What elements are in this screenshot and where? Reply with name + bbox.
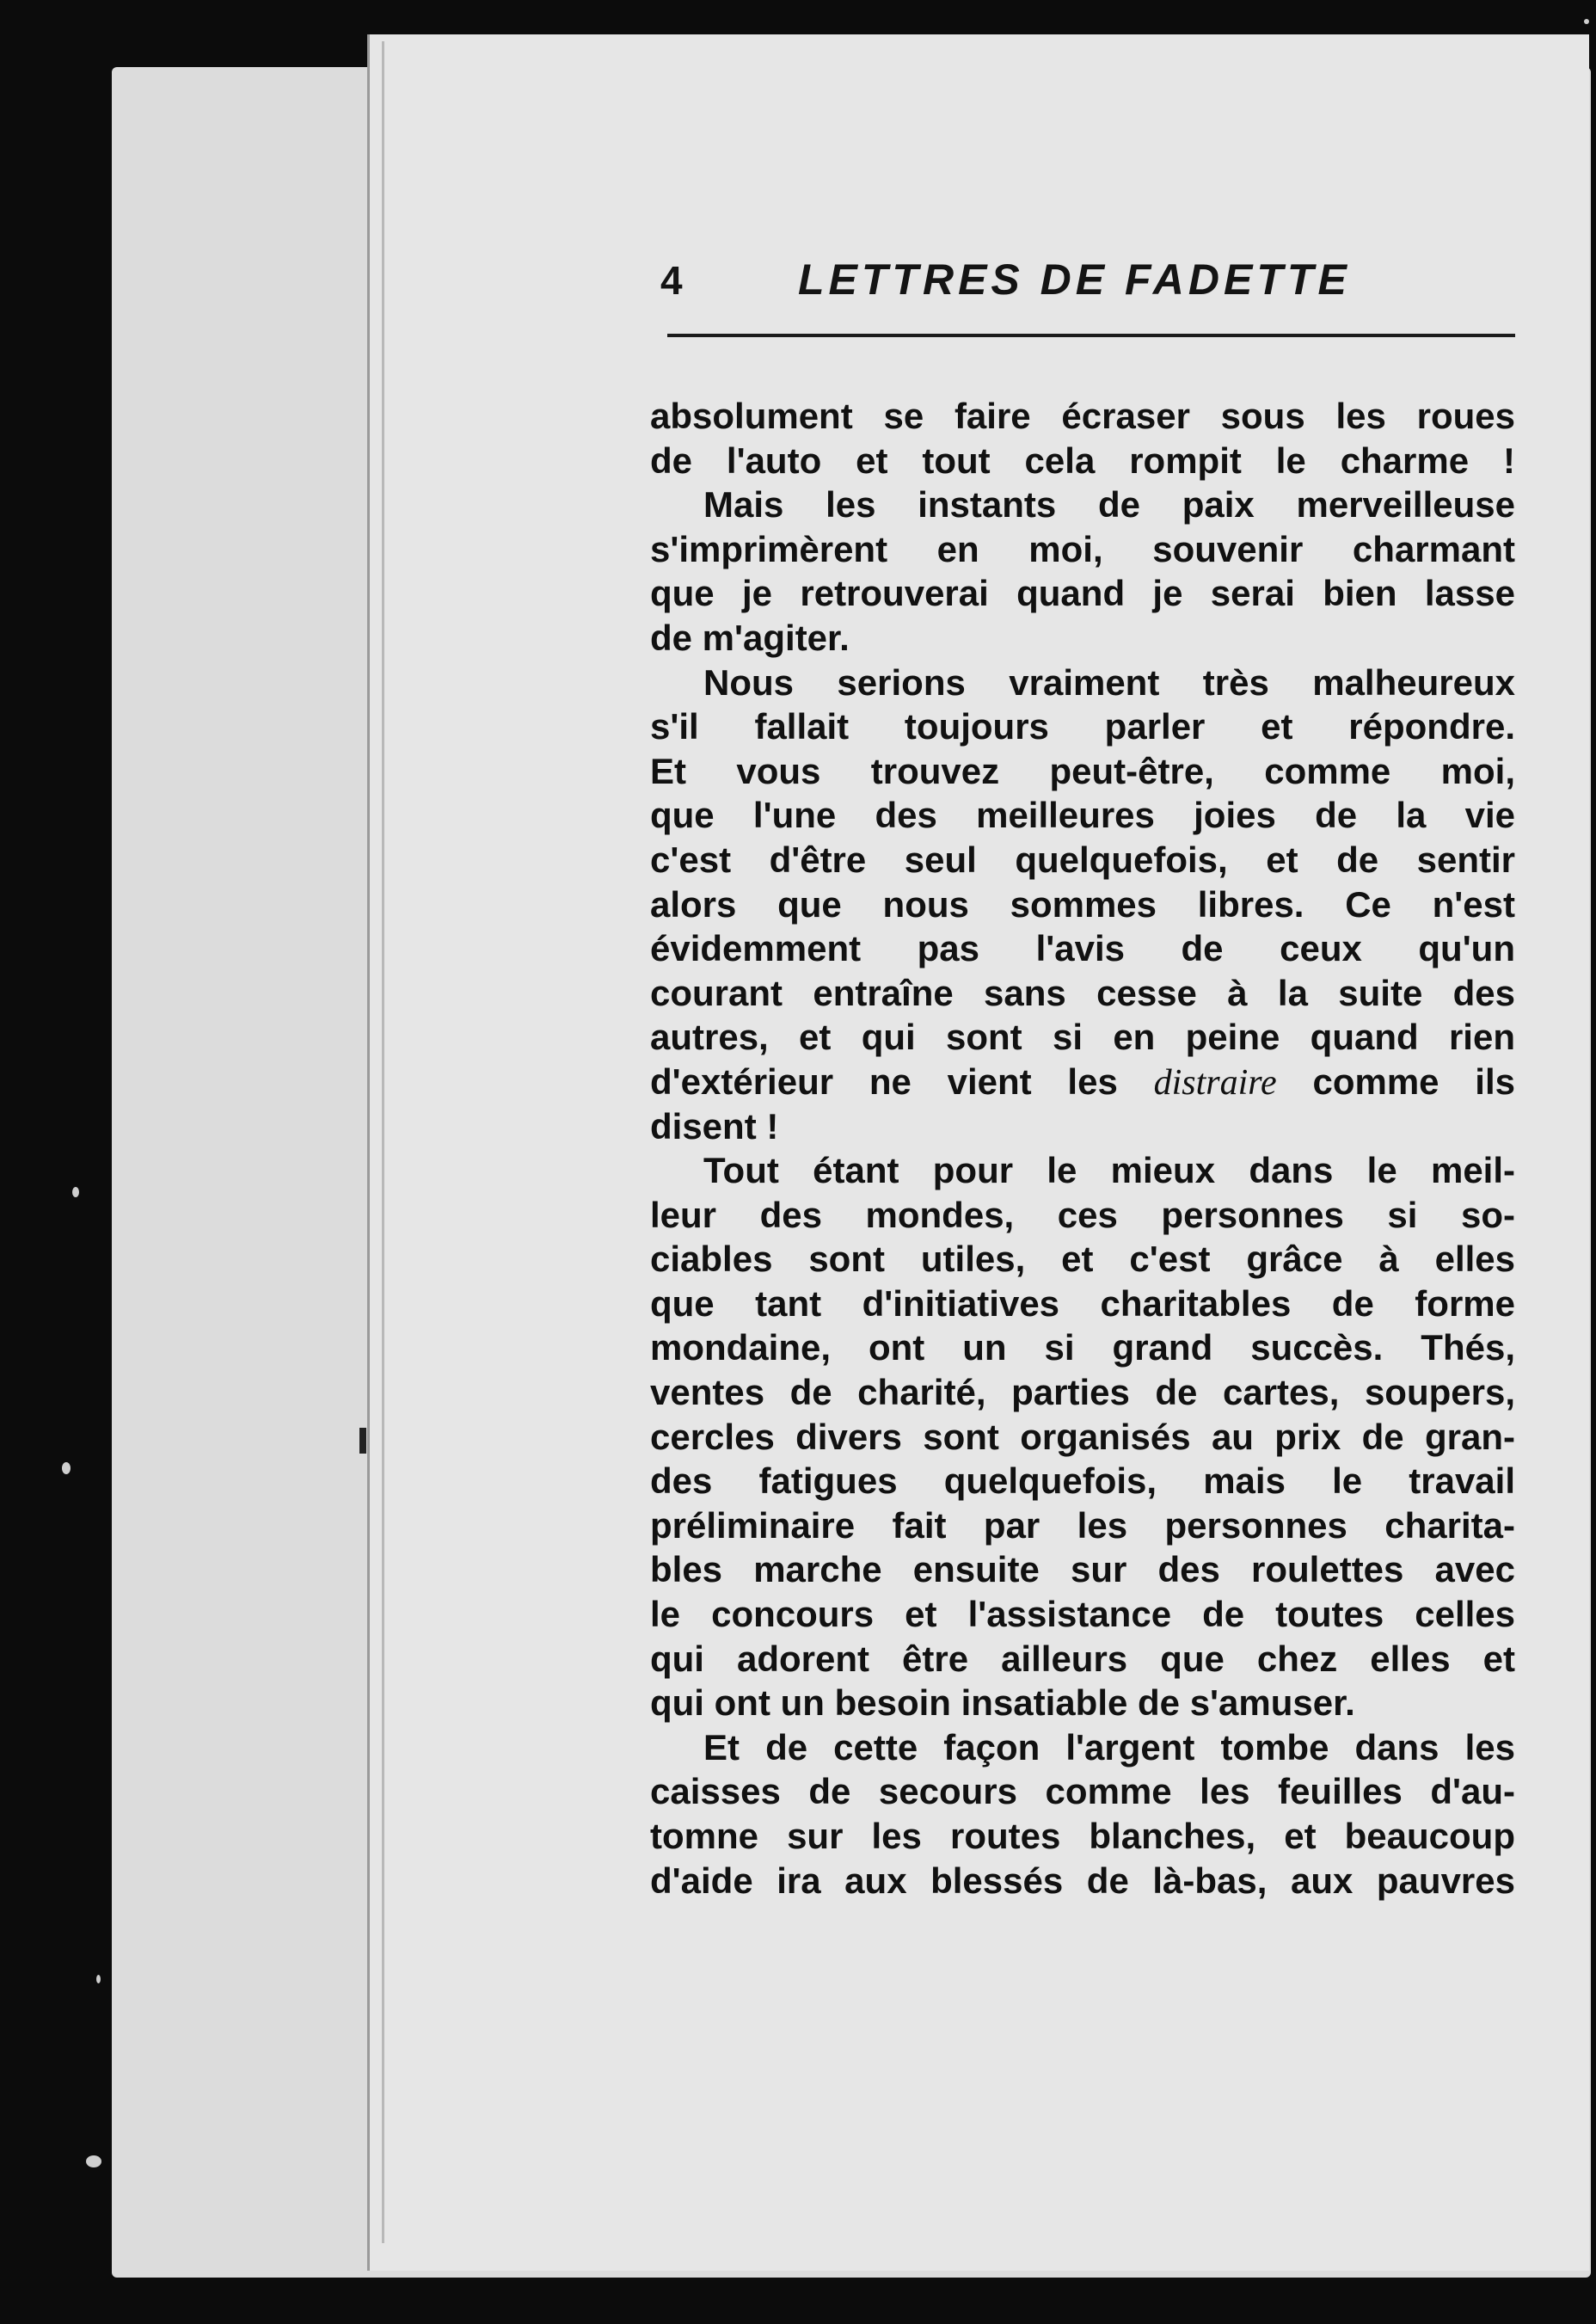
text-line: s'il fallait toujours parler et répondre. [650,706,1515,747]
header-rule [667,334,1515,337]
text-line: Mais les instants de paix merveilleuse [703,484,1515,526]
gutter-mark [359,1428,366,1454]
page-number: 4 [660,258,683,303]
text-line: Et vous trouvez peut-être, comme moi, [650,750,1515,791]
text-line: mondaine, ont un si grand succès. Thés, [650,1327,1515,1368]
text-line: Tout étant pour le mieux dans le meil- [703,1150,1515,1191]
running-title: LETTRES DE FADETTE [798,255,1351,304]
page-gutter [382,41,384,2243]
text-line: tomne sur les routes blanches, et beaucoup [650,1816,1515,1856]
text-line: de l'auto et tout cela rompit le charme ! [650,440,1515,481]
body-text [650,394,1515,1903]
text-line-with-italic [650,1060,1515,1104]
italic-word: distraire [1153,1062,1277,1103]
text-line: d'aide ira aux blessés de là-bas, aux pauvres [650,1860,1515,1901]
text-segment: comme ils [1312,1061,1515,1102]
text-segment: d'extérieur ne vient les [650,1061,1118,1102]
text-line: évidemment pas l'avis de ceux qu'un [650,928,1515,969]
text-line: ventes de charité, parties de cartes, soupers, [650,1372,1515,1413]
text-line: cercles divers sont organisés au prix de gran- [650,1416,1515,1457]
text-line: absolument se faire écraser sous les roues [650,396,1515,436]
text-line: que l'une des meilleures joies de la vie [650,795,1515,836]
text-line: c'est d'être seul quelquefois, et de sentir [650,839,1515,880]
text-line: s'imprimèrent en moi, souvenir charmant [650,528,1515,569]
text-line: le concours et l'assistance de toutes celles [650,1594,1515,1635]
text-line: courant entraîne sans cesse à la suite des [650,972,1515,1013]
text-line: qui adorent être ailleurs que chez elles et [650,1638,1515,1679]
text-line: leur des mondes, ces personnes si so- [650,1194,1515,1235]
text-line: alors que nous sommes libres. Ce n'est [650,883,1515,925]
text-line: qui ont un besoin insatiable de s'amuser. [650,1682,1355,1724]
text-line: autres, et qui sont si en peine quand rien [650,1017,1515,1058]
running-head [660,255,1520,304]
text-line: que tant d'initiatives charitables de forme [650,1282,1515,1324]
text-line: caisses de secours comme les feuilles d'au- [650,1771,1515,1812]
text-line: Nous serions vraiment très malheureux [703,661,1515,703]
text-line: des fatigues quelquefois, mais le travail [650,1460,1515,1502]
text-line: préliminaire fait par les personnes charita- [650,1504,1515,1546]
text-line: bles marche ensuite sur des roulettes avec [650,1549,1515,1590]
text-line: de m'agiter. [650,617,850,658]
text-line: ciables sont utiles, et c'est grâce à elles [650,1239,1515,1280]
text-line: que je retrouverai quand je serai bien lasse [650,573,1515,614]
text-line: Et de cette façon l'argent tombe dans les [703,1726,1515,1768]
text-line: disent ! [650,1105,779,1147]
